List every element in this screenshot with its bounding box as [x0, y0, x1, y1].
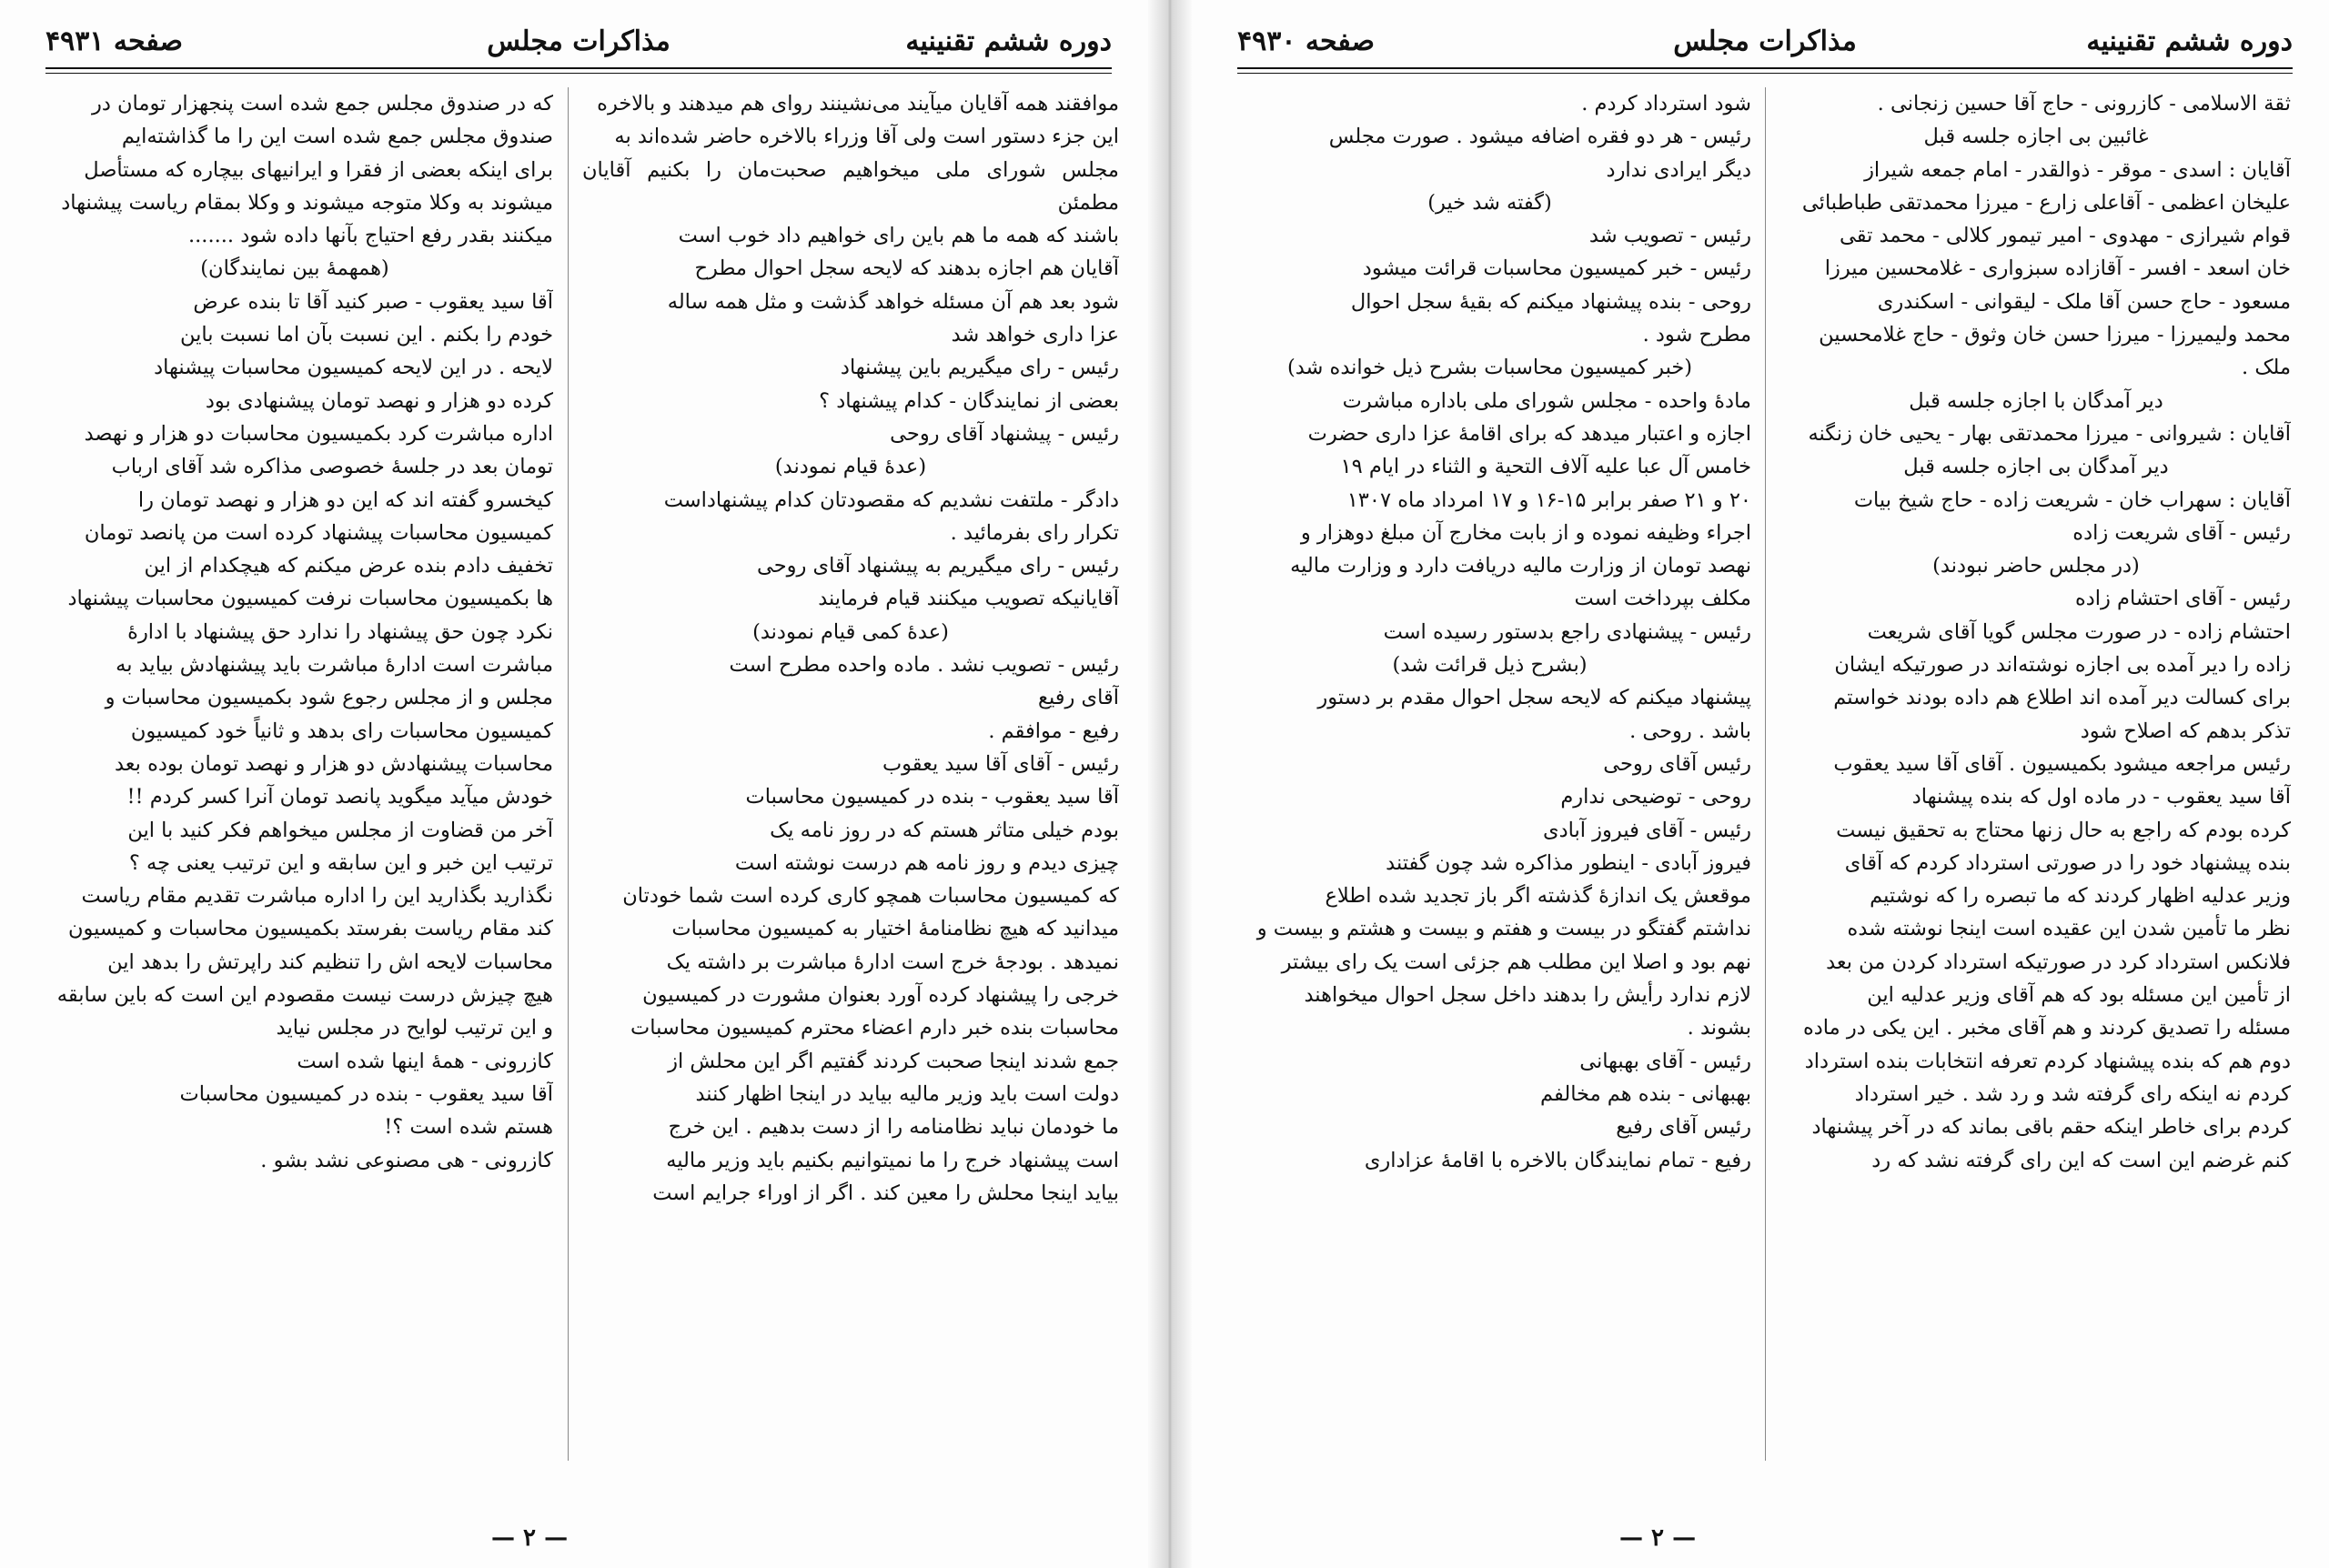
text-line: دیگر ایرادی ندارد	[1606, 157, 1751, 182]
right-column-divider	[1765, 87, 1766, 1461]
left-header-rule	[45, 67, 1112, 69]
left-page-right-column	[582, 87, 1119, 1479]
text-line: خرجی را پیشنهاد کرده آورد بعنوان مشورت در کمیسیون	[642, 983, 1119, 1008]
text-line: رئیس مراجعه میشود بکمیسیون . آقای آقا سید یعقوب	[1833, 751, 2291, 776]
text-line: عزا داری خواهد شد	[951, 323, 1119, 347]
text-line: روحی - بنده پیشنهاد میکنم که بقیهٔ سجل احوال	[1350, 289, 1751, 314]
text-line: فیروز آبادی - اینطور مذاکره شد چون گفتند	[1386, 850, 1751, 875]
text-line: دیر آمدگان بی اجازه جلسه قبل	[1903, 455, 2169, 479]
text-line: تذکر بدهم که اصلاح شود	[2080, 719, 2291, 743]
text-line: نکرد چون حق پیشنهاد را ندارد حق پیشنهاد با ادارهٔ	[127, 619, 553, 644]
text-line: مسعود - حاج حسن آقا ملک - لیقوانی - اسکندری	[1877, 289, 2291, 314]
text-line: پیشنهاد میکنم که لایحه سجل احوال مقدم بر دستور	[1317, 686, 1751, 710]
text-line: مکلف بپرداخت است	[1574, 587, 1751, 611]
text-line: ترتیب این خبر و این سابقه و این ترتیب یعنی چه ؟	[128, 850, 553, 875]
text-line: رئیس - هر دو فقره اضافه میشود . صورت مجلس	[1328, 125, 1751, 149]
text-line: باشند که همه ما هم باین رای خواهیم داد خوب است	[678, 224, 1119, 248]
text-line: مباشرت است ادارهٔ مباشرت باید پیشنهادش بیاید به	[116, 653, 553, 678]
text-line: کردم برای خاطر اینکه حقم باقی بماند که در آخر پیشنهاد	[1811, 1115, 2291, 1140]
right-header-rule-thin	[1237, 73, 2293, 74]
left-column-divider	[568, 87, 569, 1461]
text-line: خودم را بکنم . این نسبت بآن اما نسبت باین	[180, 323, 553, 347]
text-line: شود بعد هم آن مسئله خواهد گذشت و مثل همه ساله	[667, 289, 1119, 314]
text-line: رئیس - پیشنهادی راجع بدستور رسیده است	[1383, 619, 1751, 644]
text-line: (همهمهٔ بین نمایندگان)	[200, 256, 389, 281]
text-line: قوام شیرازی - مهدوی - امیر تیمور کلالی - محمد تقی	[1840, 224, 2291, 248]
text-line: آقای رفیع	[1037, 686, 1119, 710]
text-line: دیر آمدگان با اجازه جلسه قبل	[1909, 388, 2163, 413]
left-header-title: مذاکرات مجلس	[487, 25, 670, 57]
text-line: رئیس - تصویب نشد . ماده واحده مطرح است	[729, 653, 1119, 678]
text-line: آقایان : سهراب خان - شریعت زاده - حاج شیخ بیات	[1853, 487, 2291, 512]
text-line: نهصد تومان از وزارت مالیه دریافت دارد و وزارت مالیه	[1290, 554, 1751, 578]
left-page-header	[45, 20, 1112, 67]
text-line: (عدهٔ قیام نمودند)	[774, 455, 927, 479]
right-header-page-number: صفحه ۴۹۳۰	[1237, 25, 1375, 57]
text-line: رئیس - رای میگیریم باین پیشنهاد	[840, 356, 1119, 380]
text-line: اجازه و اعتبار میدهد که برای اقامهٔ عزا داری حضرت	[1307, 421, 1751, 446]
text-line: بهبهانی - بنده هم مخالفم	[1539, 1081, 1751, 1106]
text-line: علیخان اعظمی - آقاعلی زارع - میرزا محمدتقی طباطبائی	[1801, 190, 2291, 215]
text-line: ثقة الاسلامی - کازرونی - حاج آقا حسین زنجانی .	[1877, 92, 2291, 116]
text-line: مجلس شورای ملی میخواهیم صحبت‌مان را بکنیم آقایان مطمئن	[582, 157, 1119, 215]
text-line: (خبر کمیسیون محاسبات بشرح ذیل خوانده شد)	[1286, 356, 1693, 380]
text-line: برای اینکه بعضی از فقرا و ایرانیهای بیچاره که مستأصل	[84, 157, 553, 182]
text-line: میدانید که هیچ نظامنامهٔ اختیار به کمیسیون محاسبات	[671, 917, 1119, 941]
text-line: کرده دو هزار و نهصد تومان پیشنهادی بود	[205, 388, 553, 413]
text-line: کیخسرو گفته اند که این دو هزار و نهصد تومان را	[137, 487, 553, 512]
text-line: محمد ولیمیرزا - میرزا حسن خان وثوق - حاج غلامحسین	[1819, 323, 2291, 347]
text-line: ما خودمان نباید نظامنامه را از دست بدهیم . این خرج	[668, 1115, 1119, 1140]
text-line: کند مقام ریاست بفرستد بکمیسیون محاسبات و کمیسیون	[67, 917, 553, 941]
text-line: از تأمین این مسئله بود که هم آقای وزیر عدلیه این	[1867, 983, 2291, 1008]
text-line: نهم بود و اصلا این مطلب هم جزئی است یک رای بیشتر	[1281, 950, 1751, 974]
text-line: و این ترتیب لوایح در مجلس نیاید	[276, 1016, 553, 1040]
text-line: کمیسیون محاسبات رای بدهد و ثانیاً خود کمیسیون	[130, 719, 553, 743]
text-line: محاسبات بنده خبر دارم اعضاء محترم کمیسیون محاسبات	[630, 1016, 1119, 1040]
text-line: (در مجلس حاضر نبودند)	[1932, 554, 2140, 578]
text-line: نداشتم گفتگو در بیست و هفتم و بیست و هشتم و بیست و	[1256, 917, 1751, 941]
left-page	[0, 0, 1148, 1568]
text-line: برای کسالت دیر آمده اند اطلاع هم داده بودند خواستم	[1833, 686, 2291, 710]
text-line: خامس آل عبا علیه آلاف التحیة و الثناء در ایام ۱۹	[1340, 455, 1751, 479]
text-line: شود استرداد کردم .	[1581, 92, 1751, 116]
text-line: آقا سید یعقوب - بنده در کمیسیون محاسبات	[179, 1081, 553, 1106]
text-line: محاسبات لایحه اش را تنظیم کند راپرتش را بدهد این	[107, 950, 553, 974]
right-page-left-column	[1228, 87, 1751, 1479]
text-line: آقایان : اسدی - موقر - ذوالقدر - امام جمعه شیراز	[1864, 157, 2291, 182]
text-line: آقایان هم اجازه بدهند که لایحه سجل احوال مطرح	[694, 256, 1119, 281]
text-line: رئیس - تصویب شد	[1588, 224, 1751, 248]
right-header-title: مذاکرات مجلس	[1673, 25, 1857, 57]
text-line: اجراء وظیفه نموده و از بابت مخارج آن مبلغ دوهزار و	[1300, 520, 1751, 545]
text-line: بشوند .	[1687, 1016, 1751, 1040]
text-line: ملک .	[2242, 356, 2291, 380]
text-line: نظر ما تأمین شدن این عقیده است اینجا نوشته شده	[1847, 917, 2291, 941]
text-line: تکرار رای بفرمائید .	[950, 520, 1119, 545]
text-line: تخفیف دادم بنده عرض میکنم که هیچکدام از این	[144, 554, 553, 578]
text-line: موافقند همه آقایان میآیند می‌نشینند روای هم میدهند و بالاخره	[597, 92, 1119, 116]
text-line: روحی - توضیحی ندارم	[1560, 785, 1751, 809]
text-line: رئیس - آقای احتشام زاده	[2074, 587, 2291, 611]
text-line: کازرونی - هی مصنوعی نشد بشو .	[260, 1148, 553, 1172]
text-line: نمیدهد . بودجهٔ خرج است ادارهٔ مباشرت بر داشته یک	[666, 950, 1119, 974]
text-line: رفیع - تمام نمایندگان بالاخره با اقامهٔ عزاداری	[1364, 1148, 1751, 1172]
left-header-session: دوره ششم تقنینیه	[905, 25, 1112, 57]
text-line: بنده پیشنهاد خود را در صورتی استرداد کردم که آقای	[1844, 850, 2291, 875]
right-page-right-column	[1781, 87, 2291, 1479]
text-line: چیزی دیدم و روز نامه هم درست نوشته است	[734, 850, 1119, 875]
text-line: لایحه . در این لایحه کمیسیون محاسبات پیشنهاد	[154, 356, 553, 380]
right-header-session: دوره ششم تقنینیه	[2086, 25, 2293, 57]
text-line: آقایان : شیروانی - میرزا محمدتقی بهار - یحیی خان زنگنه	[1808, 421, 2291, 446]
text-line: آقایانیکه تصویب میکنند قیام فرمایند	[818, 587, 1119, 611]
text-line: خودش میآید میگوید پانصد تومان آنرا کسر کردم !!	[126, 785, 553, 809]
text-line: فلانکس استرداد کرد در صورتیکه استرداد کردن من بعد	[1826, 950, 2291, 974]
text-line: هیچ چیزش درست نیست مقصودم این است که باین سابقه	[56, 983, 553, 1008]
text-line: (گفته شد خیر)	[1427, 190, 1552, 215]
text-line: دادگر - ملتفت نشدیم که مقصودتان کدام پیشنهاداست	[663, 487, 1119, 512]
text-line: احتشام زاده - در صورت مجلس گویا آقای شریعت	[1867, 619, 2291, 644]
text-line: (عدهٔ کمی قیام نمودند)	[752, 619, 949, 644]
text-line: است پیشنهاد خرج را ما نمیتوانیم بکنیم باید وزیر مالیه	[666, 1148, 1119, 1172]
text-line: زاده را دیر آمده بی اجازه نوشته‌اند در صورتیکه ایشان	[1834, 653, 2291, 678]
text-line: رئیس آقای رفیع	[1616, 1115, 1751, 1140]
text-line: ها بکمیسیون محاسبات نرفت کمیسیون محاسبات پیشنهاد	[67, 587, 553, 611]
text-line: که کمیسیون محاسبات همچو کاری کرده است شما خودتان	[622, 884, 1119, 909]
text-line: رئیس - آقای شریعت زاده	[2072, 520, 2291, 545]
text-line: رفیع - موافقم .	[988, 719, 1119, 743]
text-line: صندوق مجلس جمع شده است این را ما گذاشته‌ایم	[121, 125, 553, 149]
text-line: (بشرح ذیل قرائت شد)	[1392, 653, 1588, 678]
text-line: ۲۰ و ۲۱ صفر برابر ۱۵-۱۶ و ۱۷ امرداد ماه ۱۳۰۷	[1346, 487, 1751, 512]
text-line: تومان بعد در جلسهٔ خصوصی مذاکره شد آقای ارباب	[111, 455, 553, 479]
text-line: دولت است باید وزیر مالیه بیاید در اینجا اظهار کنند	[695, 1081, 1119, 1106]
left-header-rule-thin	[45, 73, 1112, 74]
text-line: موقعش یک اندازهٔ گذشته اگر باز تجدید شده اطلاع	[1325, 884, 1751, 909]
text-line: بعضی از نمایندگان - کدام پیشنهاد ؟	[819, 388, 1119, 413]
text-line: رئیس - آقای آقا سید یعقوب	[882, 751, 1119, 776]
right-header-rule	[1237, 67, 2293, 69]
text-line: رئیس - آقای بهبهانی	[1579, 1049, 1751, 1073]
text-line: مسئله را تصدیق کردند و هم آقای مخبر . این یکی در ماده	[1803, 1016, 2291, 1040]
text-line: آقا سید یعقوب - صبر کنید آقا تا بنده عرض	[193, 289, 553, 314]
text-line: اداره مباشرت کرد بکمیسیون محاسبات دو هزار و نهصد	[84, 421, 553, 446]
text-line: خان اسعد - افسر - آقازاده سبزواری - غلامحسین میرزا	[1824, 256, 2291, 281]
right-page-folio: — ۲ —	[1619, 1524, 1697, 1552]
text-line: که در صندوق مجلس جمع شده است پنجهزار تومان در	[92, 92, 553, 116]
text-line: کرده بودم که راجع به حال زنها محتاج به تحقیق نیست	[1836, 818, 2291, 842]
left-page-folio: — ۲ —	[491, 1524, 569, 1552]
text-line: مجلس و از مجلس رجوع شود بکمیسیون محاسبات و	[105, 686, 553, 710]
text-line: رئیس - رای میگیریم به پیشنهاد آقای روحی	[756, 554, 1119, 578]
text-line: رئیس - آقای فیروز آبادی	[1543, 818, 1751, 842]
right-page	[1192, 0, 2329, 1568]
text-line: این جزء دستور است ولی آقا وزراء بالاخره حاضر شده‌اند به	[614, 125, 1119, 149]
text-line: کنم غرضم این است که این رای گرفته نشد که رد	[1871, 1148, 2291, 1172]
text-line: وزیر عدلیه اظهار کردند که ما تبصره را که نوشتیم	[1870, 884, 2291, 909]
text-line: مادهٔ واحده - مجلس شورای ملی باداره مباشرت	[1342, 388, 1751, 413]
text-line: رئیس - پیشنهاد آقای روحی	[890, 421, 1119, 446]
text-line: بیاید اینجا محلش را معین کند . اگر از اوراء جرایم است	[652, 1181, 1119, 1205]
text-line: آقا سید یعقوب - در ماده اول که بنده پیشنهاد	[1911, 785, 2291, 809]
text-line: کمیسیون محاسبات پیشنهاد کرده است من پانصد تومان	[84, 520, 553, 545]
text-line: غائبین بی اجازه جلسه قبل	[1923, 125, 2149, 149]
text-line: کردم نه اینکه رای گرفته شد و رد شد . خیر استرداد	[1854, 1081, 2291, 1106]
text-line: میشوند به وکلا متوجه میشوند و وکلا بمقام ریاست پیشنهاد	[61, 190, 553, 215]
text-line: آقا سید یعقوب - بنده در کمیسیون محاسبات	[745, 785, 1119, 809]
text-line: مطرح شود .	[1642, 323, 1751, 347]
text-line: دوم هم که بنده پیشنهاد کردم تعرفه انتخابات بنده استرداد	[1804, 1049, 2291, 1073]
text-line: جمع شدند اینجا صحبت کردند گفتیم اگر این محلش از	[668, 1049, 1119, 1073]
text-line: هستم شده است ؟!	[384, 1115, 553, 1140]
text-line: رئیس - خبر کمیسیون محاسبات قرائت میشود	[1362, 256, 1751, 281]
text-line: بودم خیلی متاثر هستم که در روز نامه یک	[770, 818, 1119, 842]
text-line: محاسبات پیشنهادش دو هزار و نهصد تومان بوده بعد	[115, 751, 553, 776]
text-line: لازم ندارد رأیش را بدهند داخل سجل احوال میخواهند	[1304, 983, 1751, 1008]
right-page-header	[1237, 20, 2293, 67]
text-line: نگذارید بگذارید این را اداره مباشرت تقدیم مقام ریاست	[81, 884, 553, 909]
text-line: باشد . روحی .	[1629, 719, 1751, 743]
text-line: آخر من قضاوت از مجلس میخواهم فکر کنید با این	[127, 818, 553, 842]
book-gutter	[1148, 0, 1192, 1568]
text-line: میکنند بقدر رفع احتیاج بآنها داده شود .......	[187, 224, 553, 248]
text-line: کازرونی - همهٔ اینها شده است	[297, 1049, 553, 1073]
text-line: رئیس آقای روحی	[1603, 751, 1751, 776]
left-page-left-column	[36, 87, 553, 1479]
left-header-page-number: صفحه ۴۹۳۱	[45, 25, 183, 57]
